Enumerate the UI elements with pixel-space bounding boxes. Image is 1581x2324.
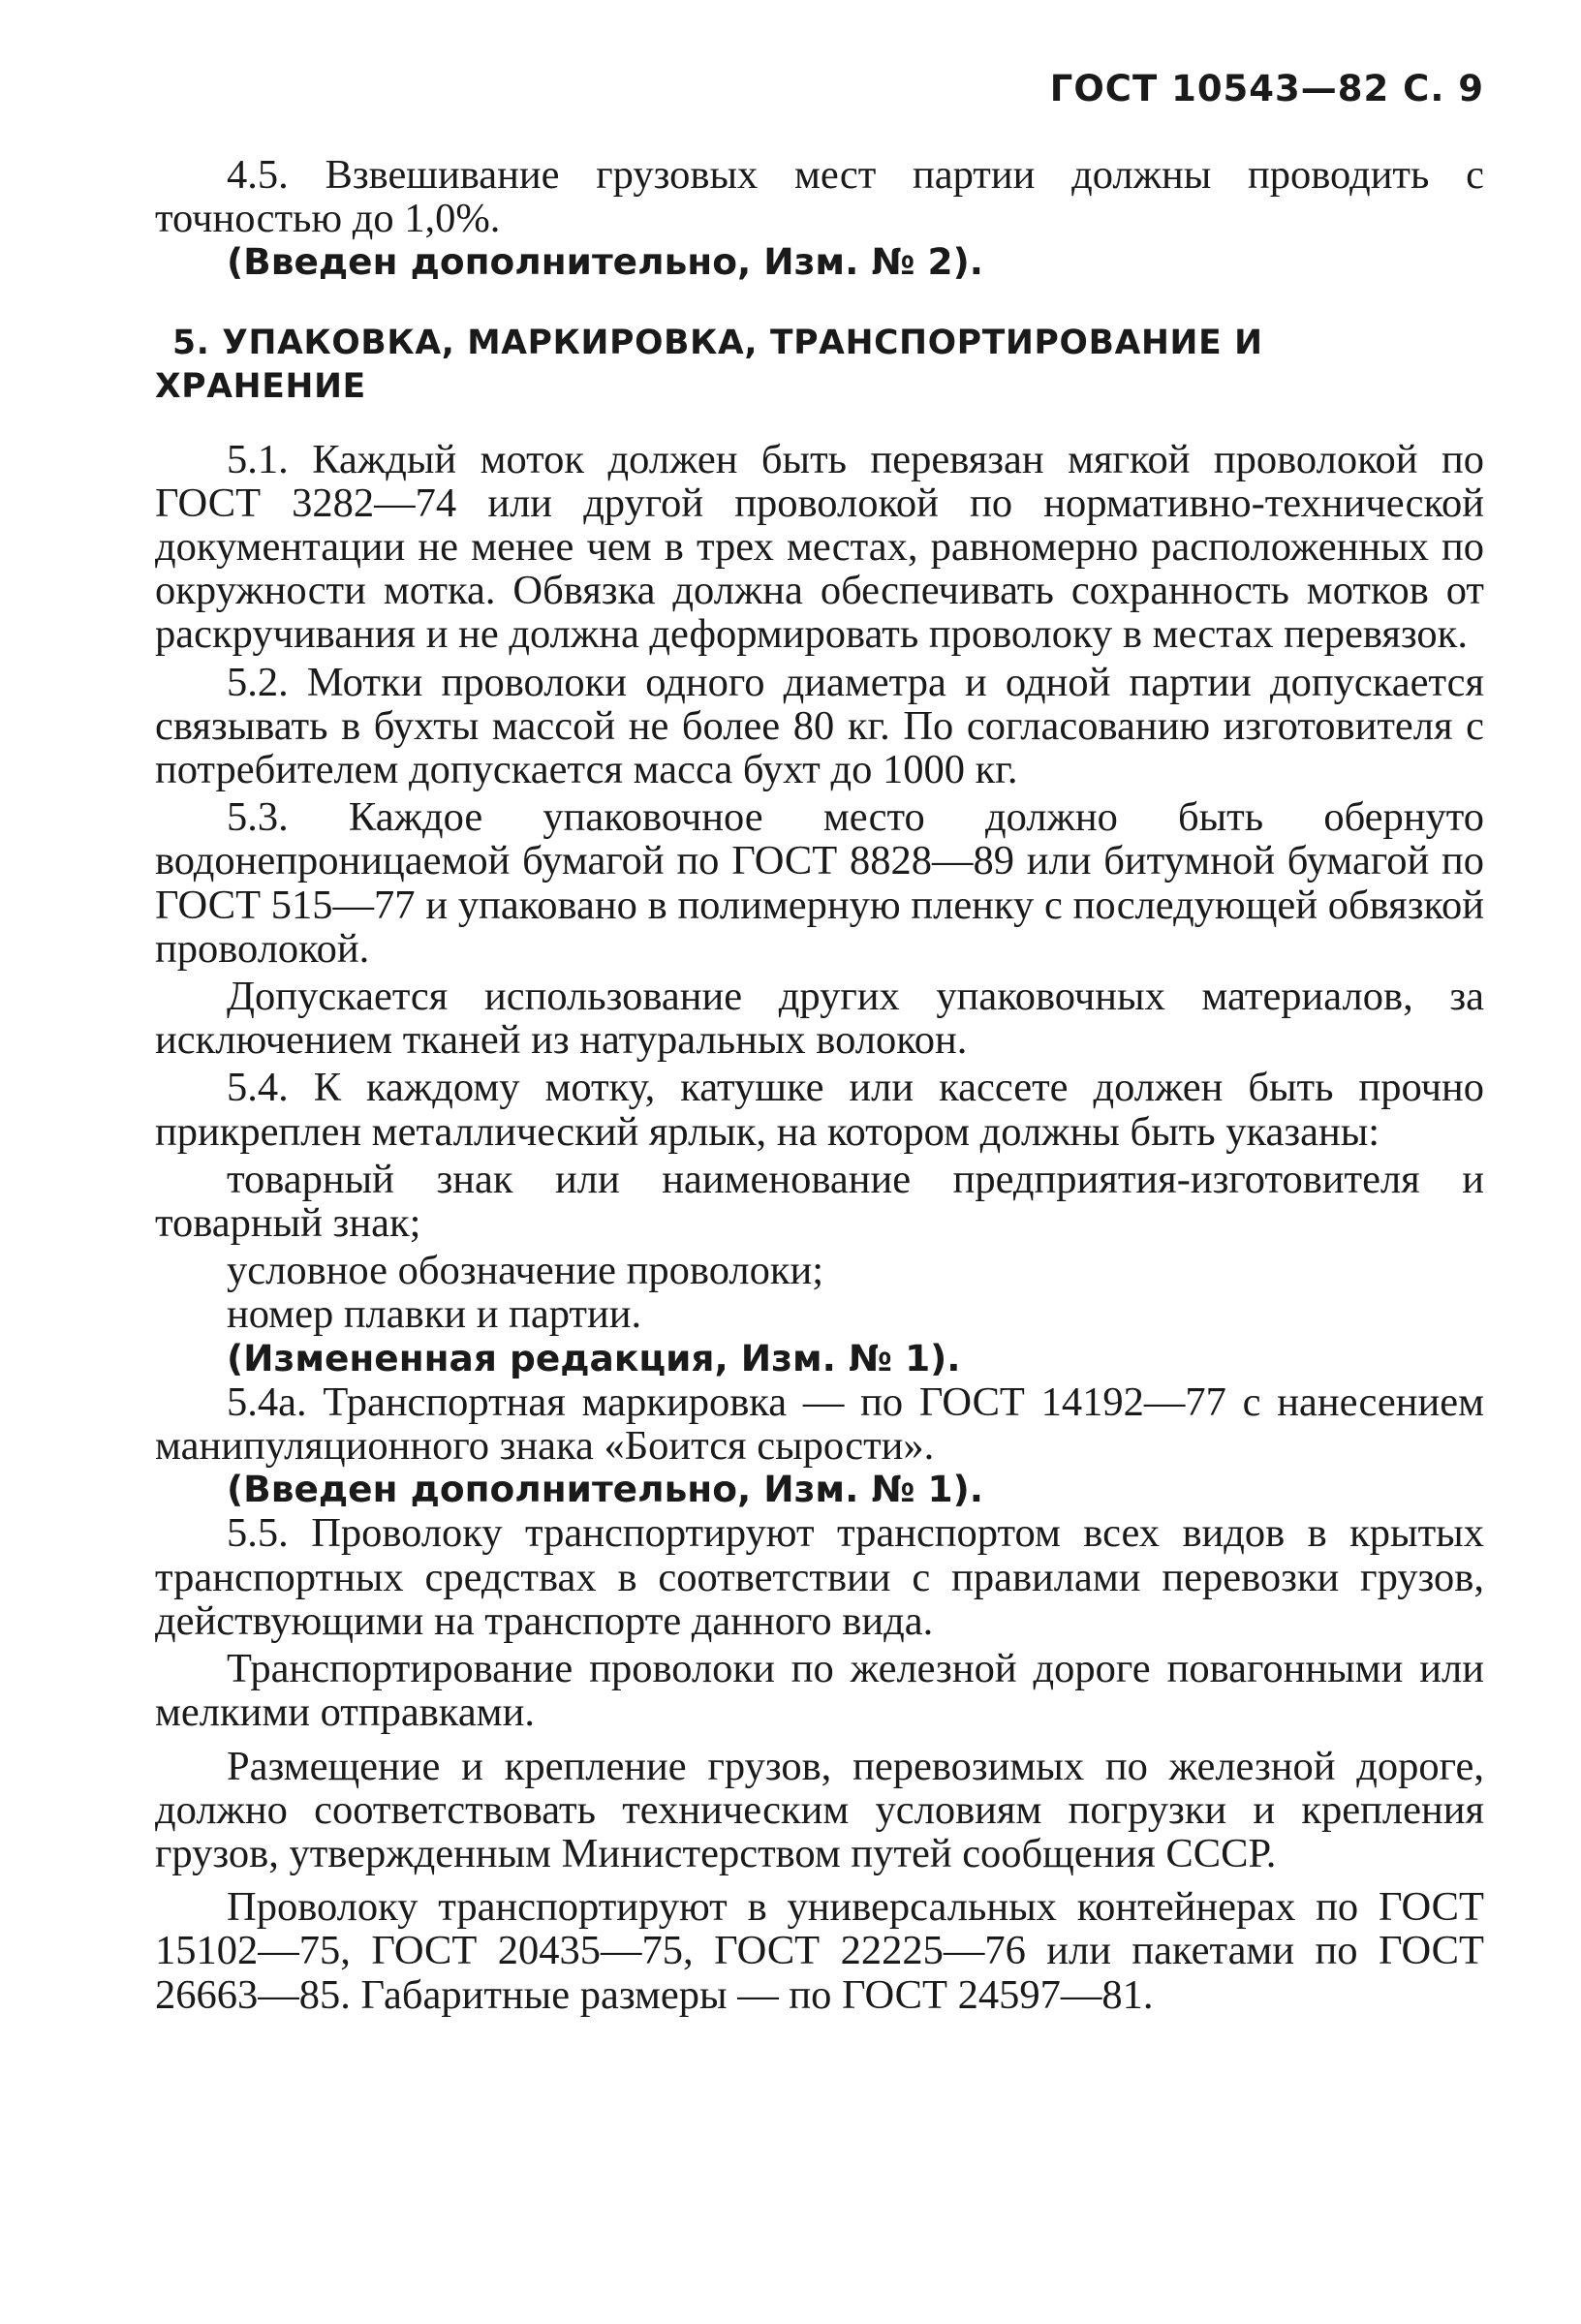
amendment-note: (Введен дополнительно, Изм. № 2). (227, 240, 984, 284)
paragraph-4-5: 4.5. Взвешивание грузовых мест партии должны проводить с точностью до 1,0%. (155, 152, 1484, 242)
paragraph-5-3: 5.3. Каждое упаковочное место должно быть обернуто водонепроницаемой бумагой по ГОСТ 8828—89 или битумной бумагой по ГОСТ 515—77 и упаковано в полимерную пленку с последующей обвязкой проволокой. (155, 794, 1484, 972)
paragraph-5-4: 5.4. К каждому мотку, катушке или кассете должен быть прочно прикреплен металлический ярлык, на котором должны быть указаны: (155, 1065, 1484, 1155)
amendment-note: (Измененная редакция, Изм. № 1). (227, 1336, 961, 1379)
paragraph-5-4a: 5.4а. Транспортная маркировка — по ГОСТ 14192—77 с нанесением манипуляционного знака «Боится сырости». (155, 1379, 1484, 1470)
paragraph-5-5-continued: Проволоку транспортируют в универсальных контейнерах по ГОСТ 15102—75, ГОСТ 20435—75, ГОСТ 22225—76 или пакетами по ГОСТ 26663—85. Габаритные размеры — по ГОСТ 24597—81. (155, 1884, 1484, 2018)
running-head: ГОСТ 10543—82 С. 9 (1049, 68, 1484, 109)
paragraph-5-5: 5.5. Проволоку транспортируют транспортом всех видов в крытых транспортных средствах в соответствии с правилами перевозки грузов, действующими на транспорте данного вида. (155, 1510, 1484, 1644)
amendment-note: (Введен дополнительно, Изм. № 1). (227, 1468, 984, 1511)
paragraph-5-5-continued: Размещение и крепление грузов, перевозимых по железной дороге, должно соответствовать техническим условиям погрузки и крепления грузов, утвержденным Министерством путей сообщения СССР. (155, 1743, 1484, 1876)
paragraph-5-4-item: номер плавки и партии. (227, 1291, 642, 1338)
section-5-title: 5. УПАКОВКА, МАРКИРОВКА, ТРАНСПОРТИРОВАНИЕ И ХРАНЕНИЕ (155, 323, 1263, 406)
paragraph-5-3-continued: Допускается использование других упаковочных материалов, за исключением тканей из натуральных волокон. (155, 974, 1484, 1064)
paragraph-5-2: 5.2. Мотки проволоки одного диаметра и одной партии допускается связывать в бухты массой не более 80 кг. По согласованию изготовителя с потребителем допускается масса бухт до 1000 кг. (155, 659, 1484, 793)
document-body (155, 153, 1484, 2017)
paragraph-5-5-continued: Транспортирование проволоки по железной дороге повагонными или мелкими отправками. (155, 1646, 1484, 1736)
paragraph-5-1: 5.1. Каждый моток должен быть перевязан мягкой проволокой по ГОСТ 3282—74 или другой проволокой по нормативно-технической документации не менее чем в трех местах, равномерно расположенных по окружности мотка. Обвязка должна обеспечивать сохранность мотков от раскручивания и не должна деформировать проволоку в местах перевязок. (155, 436, 1484, 658)
paragraph-5-4-item: условное обозначение проволоки; (227, 1248, 824, 1294)
paragraph-5-4-item: товарный знак или наименование предприятия-изготовителя и товарный знак; (155, 1156, 1484, 1247)
